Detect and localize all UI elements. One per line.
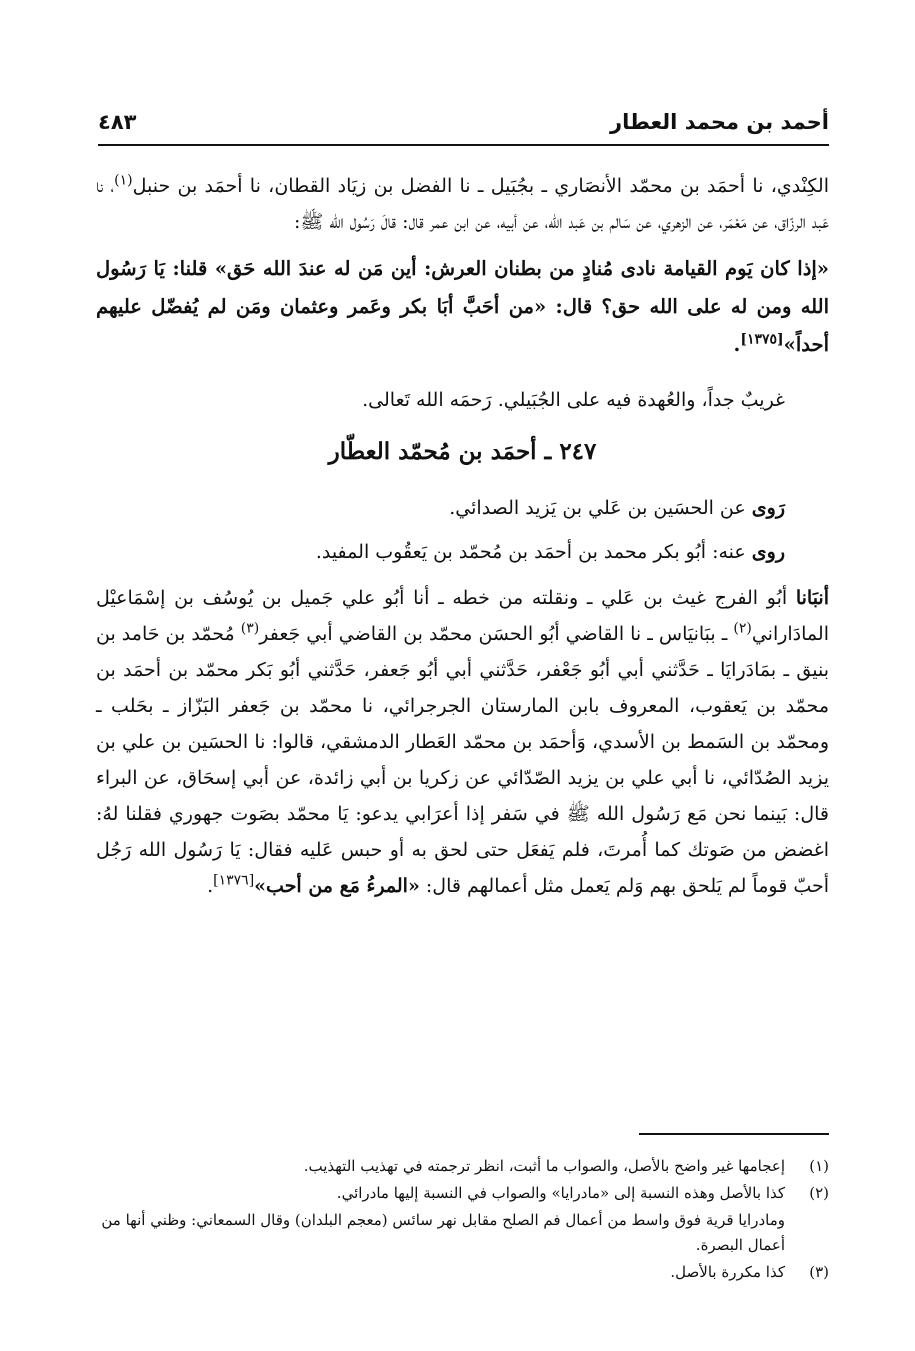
footnote-ref-1: (١) — [114, 172, 133, 189]
footnote-number: (٢) — [809, 1184, 829, 1202]
footnotes — [100, 1154, 829, 1287]
isnad2-paragraph — [96, 580, 829, 904]
grading-paragraph: غريبٌ جداً، والعُهدة فيه على الجُبَيلي. رَحمَه الله تَعالى. — [362, 389, 785, 411]
running-header — [98, 108, 829, 146]
page-number: ٤٨٣ — [98, 110, 137, 134]
footnote-ref-3: (٣) — [240, 620, 260, 637]
footnote-divider — [639, 1133, 829, 1135]
entry-heading: ٢٤٧ ـ أحمَد بن مُحمّد العطّار — [328, 438, 597, 465]
isnad2-quote: «المرءُ مَع من أحب» — [254, 875, 420, 897]
hadith-number-ref-2: [١٣٧٦] — [213, 872, 255, 889]
footnote-ref-2: (٢) — [733, 620, 752, 637]
isnad-paragraph — [96, 168, 829, 240]
isnad2-text-c: مُحمّد بن حَامد بن بنيق ـ بمَادَرايَا ـ حَدَّثني أبي أبُو جَعْفر، حَدَّثني أبي أبُو جَعفر، حَدَّثني أبُو بَكر محمّد بن أحمَد بن محمّد بن يَعقوب، المعروف بابن المارستان الجرجرائي، نا محمّد بن جَعفر البَزّاز ـ بحَلب ـ ومحمّد بن السَمط بن الأسدي، وَأحمَد بن محمّد العَطار الدمشقي، قالوا: نا الحسَين بن علي بن يزيد الصُدّائي، نا أبي علي بن يزيد الصّدّائي عن زكريا بن أبي زائدة، عن أبي إسحَاق، عن البراء قال: بَينما نحن مَع رَسُول الله ﷺ في سَفر إذا أعرَابي يدعو: يَا محمّد بصَوت جهوري فقلنا لهُ: اغضض من صَوتك كما أُمرتَ، فلم يَفعَل حتى لحق به أو حبس عَليه فقال: يَا رَسُول الله رَجُل أحبّ قوماً لم يَلحق بهم وَلم يَعمل مثل أعمالهم قال: — [96, 623, 829, 897]
narrated-from-label: رَوى — [751, 497, 785, 519]
footnote-2-continuation: ومادرايا قرية فوق واسط من أعمال فم الصلح مقابل نهر سائس (معجم البلدان) وقال السمعاني: وظني أنها من أعمال البصرة. — [101, 1211, 785, 1254]
isnad-text: الكِنْدي، نا أحمَد بن محمّد الأنصَاري ـ بجُبَيل ـ نا الفضل بن زيَاد القطان، نا أحمَد بن حنبل — [132, 175, 829, 197]
isnad2-period: . — [207, 875, 214, 897]
narrated-by-label: روى — [751, 541, 785, 563]
hadith-number-ref: [١٣٧٥] — [740, 331, 784, 348]
running-title: أحمد بن محمد العطار — [610, 110, 829, 134]
isnad2-label: أنبَانا — [795, 587, 829, 609]
footnote-text: كذا مكررة بالأصل. — [670, 1263, 785, 1281]
isnad2-text-a: أبُو الفرج غيث بن عَلي ـ ونقلته من خطه ـ أنا أبُو علي جَميل بن يُوسُف بن إسْمَاعيْل المادَاراني — [96, 587, 829, 645]
main-text — [96, 168, 829, 904]
footnote-2 — [100, 1181, 829, 1206]
narrated-by-text: عنه: أبُو بكر محمد بن أحمَد بن مُحمّد بن يَعقُوب المفيد. — [315, 541, 752, 563]
hadith-paragraph — [96, 250, 829, 364]
isnad2-text-b: ـ ببَانيَاس ـ نا القاضي أبُو الحسَن محمّد بن القاضي أبي جَعفر — [259, 623, 734, 645]
narrated-from-text: عن الحسَين بن عَلي بن يَزيد الصدائي. — [449, 497, 752, 519]
footnote-number: (٣) — [809, 1263, 829, 1281]
footnote-text: كذا بالأصل وهذه النسبة إلى «مادرايا» والصواب في النسبة إليها مادرائي. — [336, 1184, 785, 1202]
footnote-number: (١) — [809, 1157, 829, 1175]
footnote-text: إعجامها غير واضح بالأصل، والصواب ما أثبت، انظر ترجمته في تهذيب التهذيب. — [303, 1157, 785, 1175]
footnote-1 — [100, 1154, 829, 1179]
hadith-period: . — [733, 333, 741, 356]
isnad-text-cont: ، نا عَبد الرزّاق، عن مَعْمَر، عن الزهري، عن سَالم بن عَبد اللّه، عن أبيه، عن ابن عمر قال: قالَ رَسُول الله ﷺ: — [96, 175, 829, 233]
hadith-text: «إذا كان يَوم القيامة نادى مُنادٍ من بطنان العرش: أين مَن له عندَ الله حَق» قلنا: يَا رَسُول الله ومن له على الله حق؟ قال: «من أحَبَّ أبَا بكر وعَمر وعثمان ومَن لم يُفضّل عليهم أحداً» — [96, 257, 829, 356]
narrated-by-paragraph — [96, 534, 829, 570]
footnote-3 — [100, 1260, 829, 1285]
narrated-from-paragraph — [96, 490, 829, 526]
